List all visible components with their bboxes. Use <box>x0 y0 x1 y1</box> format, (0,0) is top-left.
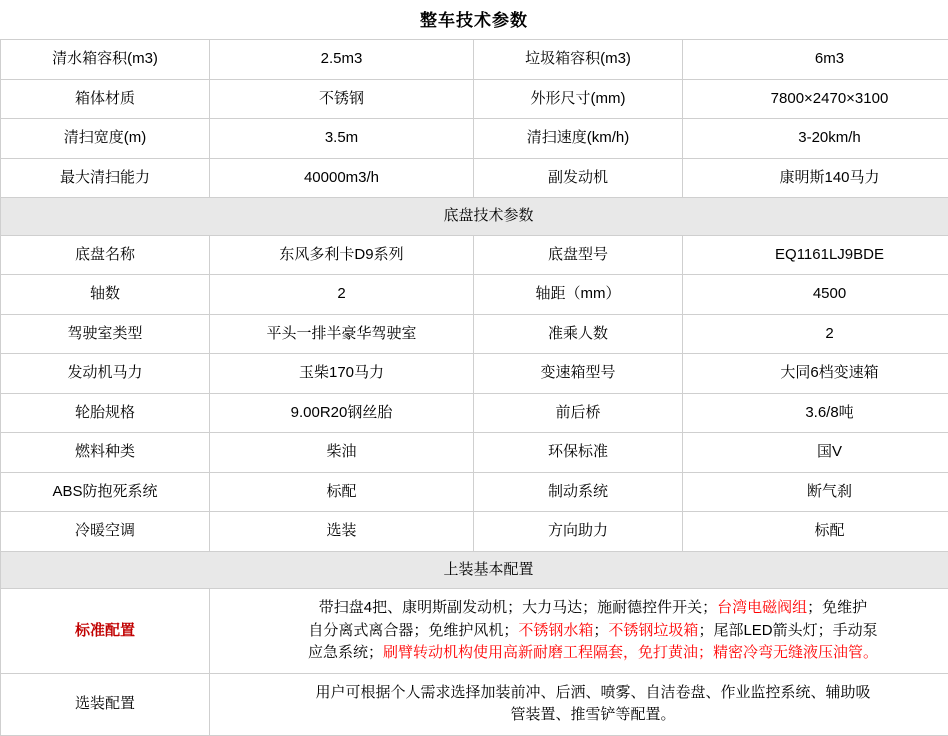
spec-table <box>0 39 948 736</box>
optional-config-body: 用户可根据个人需求选择加装前冲、后洒、喷雾、自洁卷盘、作业监控系统、辅助吸 管装置、推雪铲等配置。 <box>210 673 948 735</box>
row-value: 平头一排半豪华驾驶室 <box>210 314 474 354</box>
row-label: 箱体材质 <box>1 79 210 119</box>
spec-table-body <box>1 40 948 736</box>
row-label: 驾驶室类型 <box>1 314 210 354</box>
row-value-2: 6m3 <box>683 40 948 80</box>
section-header-label: 底盘技术参数 <box>1 198 948 236</box>
table-row <box>1 314 948 354</box>
row-label-2: 副发动机 <box>474 158 683 198</box>
row-label: 最大清扫能力 <box>1 158 210 198</box>
row-value-2: 断气刹 <box>683 472 948 512</box>
row-value-2: 康明斯140马力 <box>683 158 948 198</box>
row-label-2: 制动系统 <box>474 472 683 512</box>
row-value-2: EQ1161LJ9BDE <box>683 235 948 275</box>
row-value: 40000m3/h <box>210 158 474 198</box>
row-label: 清扫宽度(m) <box>1 119 210 159</box>
row-value: 柴油 <box>210 433 474 473</box>
row-value: 2 <box>210 275 474 315</box>
table-row <box>1 119 948 159</box>
row-label-2: 变速箱型号 <box>474 354 683 394</box>
row-label: 发动机马力 <box>1 354 210 394</box>
row-value-2: 2 <box>683 314 948 354</box>
row-value-2: 大同6档变速箱 <box>683 354 948 394</box>
row-label-2: 准乘人数 <box>474 314 683 354</box>
table-row <box>1 40 948 80</box>
row-value-2: 标配 <box>683 512 948 552</box>
row-value: 9.00R20钢丝胎 <box>210 393 474 433</box>
row-label-2: 方向助力 <box>474 512 683 552</box>
row-label: 清水箱容积(m3) <box>1 40 210 80</box>
table-row <box>1 433 948 473</box>
row-value-2: 3.6/8吨 <box>683 393 948 433</box>
row-label: 冷暖空调 <box>1 512 210 552</box>
row-value-2: 4500 <box>683 275 948 315</box>
section-header-label: 上装基本配置 <box>1 551 948 589</box>
table-row-standard-config <box>1 589 948 674</box>
row-value: 标配 <box>210 472 474 512</box>
table-row <box>1 512 948 552</box>
row-value-2: 3-20km/h <box>683 119 948 159</box>
table-row <box>1 158 948 198</box>
table-row-optional-config <box>1 673 948 735</box>
row-label-2: 清扫速度(km/h) <box>474 119 683 159</box>
row-value: 3.5m <box>210 119 474 159</box>
row-value: 玉柴170马力 <box>210 354 474 394</box>
section-header-chassis <box>1 198 948 236</box>
standard-config-label: 标准配置 <box>1 589 210 674</box>
row-value: 东风多利卡D9系列 <box>210 235 474 275</box>
row-value: 不锈钢 <box>210 79 474 119</box>
table-row <box>1 79 948 119</box>
row-value-2: 国V <box>683 433 948 473</box>
row-label: 轮胎规格 <box>1 393 210 433</box>
section-header-upper-config <box>1 551 948 589</box>
optional-config-label: 选装配置 <box>1 673 210 735</box>
row-label: ABS防抱死系统 <box>1 472 210 512</box>
table-row <box>1 275 948 315</box>
row-label: 底盘名称 <box>1 235 210 275</box>
row-label-2: 垃圾箱容积(m3) <box>474 40 683 80</box>
row-label-2: 环保标准 <box>474 433 683 473</box>
table-row <box>1 393 948 433</box>
table-row <box>1 354 948 394</box>
row-value-2: 7800×2470×3100 <box>683 79 948 119</box>
row-value: 选装 <box>210 512 474 552</box>
table-row <box>1 235 948 275</box>
row-label-2: 轴距（mm） <box>474 275 683 315</box>
standard-config-body: 带扫盘4把、康明斯副发动机；大力马达；施耐德控件开关；台湾电磁阀组；免维护 自分离式离合器；免维护风机；不锈钢水箱；不锈钢垃圾箱；尾部LED箭头灯；手动泵 应急系统；刷臂转动机构使用高新耐磨工程隔套，免打黄油；精密冷弯无缝液压油管。 <box>210 589 948 674</box>
row-label-2: 前后桥 <box>474 393 683 433</box>
page-title: 整车技术参数 <box>0 0 948 39</box>
table-row <box>1 472 948 512</box>
row-label-2: 底盘型号 <box>474 235 683 275</box>
row-label: 燃料种类 <box>1 433 210 473</box>
row-label-2: 外形尺寸(mm) <box>474 79 683 119</box>
row-value: 2.5m3 <box>210 40 474 80</box>
row-label: 轴数 <box>1 275 210 315</box>
